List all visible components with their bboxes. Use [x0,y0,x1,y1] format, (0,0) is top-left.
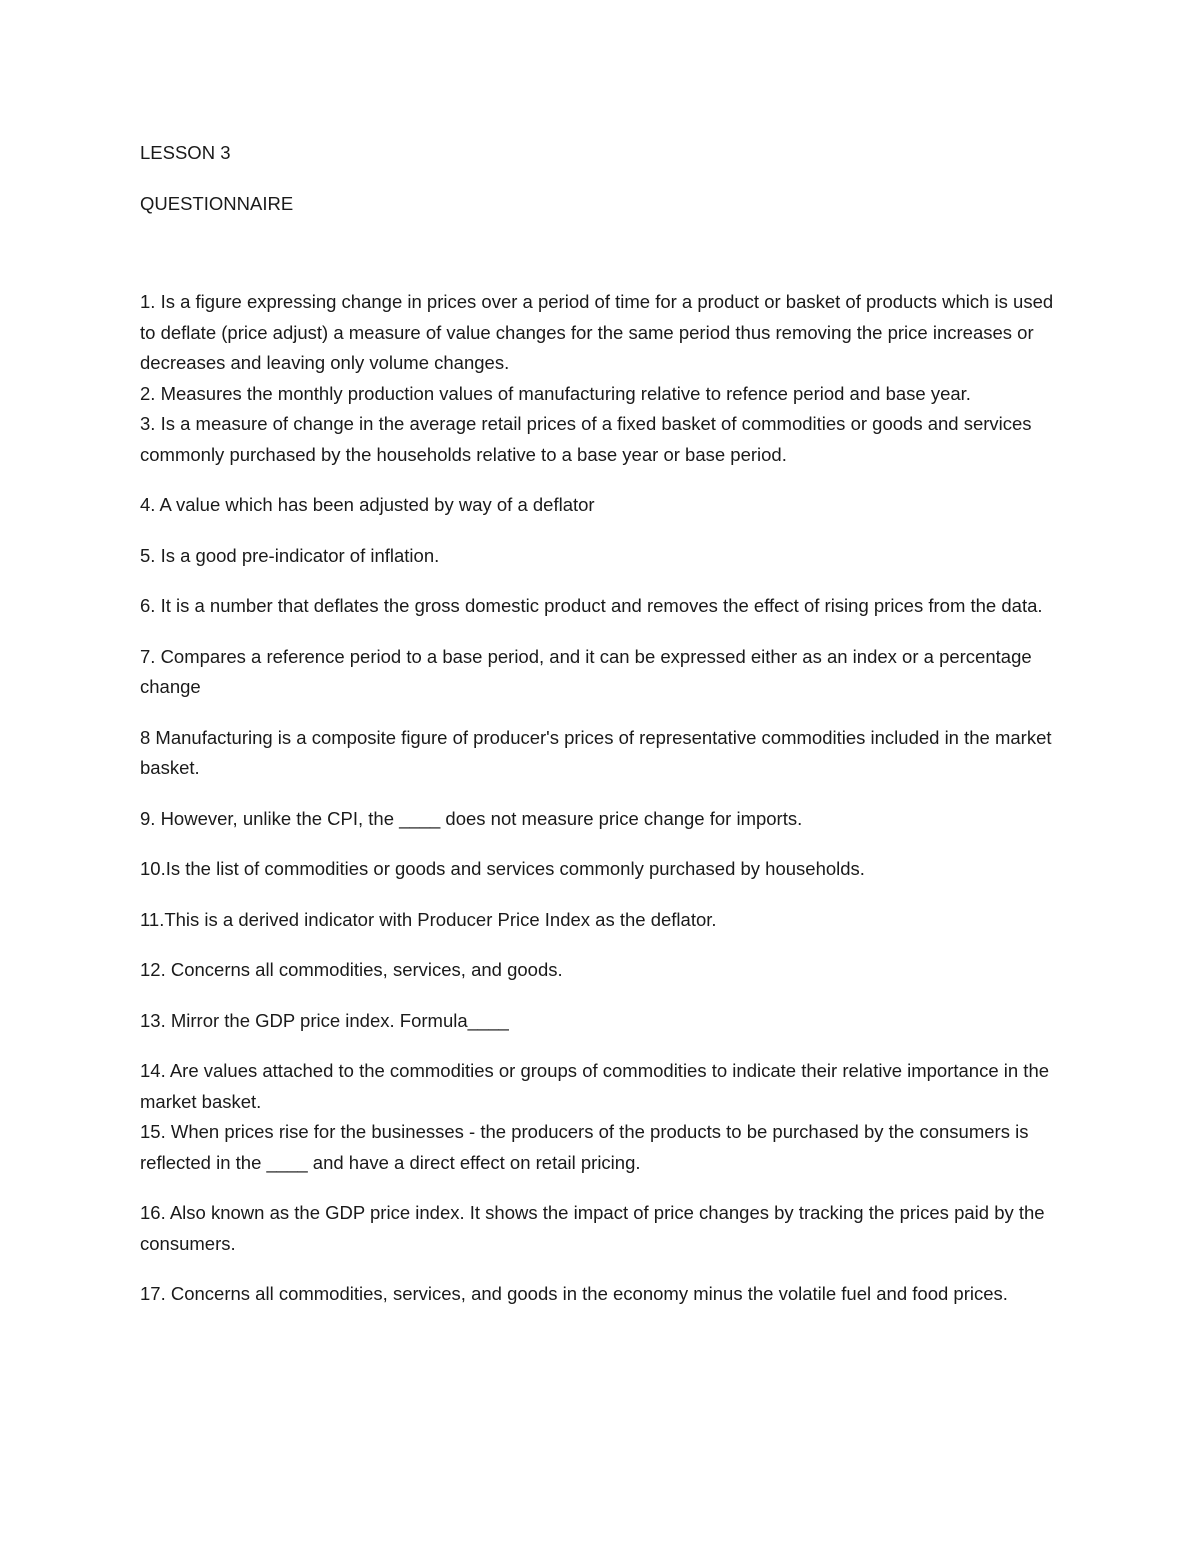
document-body [140,138,1070,1310]
question-14: 14. Are values attached to the commodities or groups of commodities to indicate their relative importance in the market basket. [140,1060,1050,1112]
questionnaire-heading: QUESTIONNAIRE [140,192,294,214]
question-17: 17. Concerns all commodities, services, and goods in the economy minus the volatile fuel and food prices. [140,1283,1008,1304]
question-10: 10.Is the list of commodities or goods and services commonly purchased by households. [140,858,865,879]
question-2: 2. Measures the monthly production values of manufacturing relative to refence period and base year. [140,382,971,404]
question-1: 1. Is a figure expressing change in prices over a period of time for a product or basket of products which is used to deflate (price adjust) a measure of value changes for the same period thus removing the price increases or decreases and leaving only volume changes. [140,291,1054,373]
question-7: 7. Compares a reference period to a base period, and it can be expressed either as an index or a percentage change [140,645,1032,697]
question-4: 4. A value which has been adjusted by way of a deflator [140,494,595,515]
question-12: 12. Concerns all commodities, services, and goods. [140,959,563,980]
question-3: 3. Is a measure of change in the average retail prices of a fixed basket of commodities or goods and services commonly purchased by the households relative to a base year or base period. [140,413,1032,465]
question-13: 13. Mirror the GDP price index. Formula____ [140,1009,509,1031]
question-15: 15. When prices rise for the businesses - the producers of the products to be purchased by the consumers is reflected in the ____ and have a direct effect on retail pricing. [140,1121,1029,1173]
question-6: 6. It is a number that deflates the gross domestic product and removes the effect of rising prices from the data. [140,595,1043,616]
question-9: 9. However, unlike the CPI, the ____ does not measure price change for imports. [140,807,803,829]
question-5: 5. Is a good pre-indicator of inflation. [140,544,440,566]
question-8: 8 Manufacturing is a composite figure of producer's prices of representative commodities included in the market basket. [140,726,1052,778]
question-11: 11.This is a derived indicator with Producer Price Index as the deflator. [140,908,717,930]
lesson-heading: LESSON 3 [140,142,231,163]
question-16: 16. Also known as the GDP price index. It shows the impact of price changes by tracking the prices paid by the consumers. [140,1202,1045,1254]
